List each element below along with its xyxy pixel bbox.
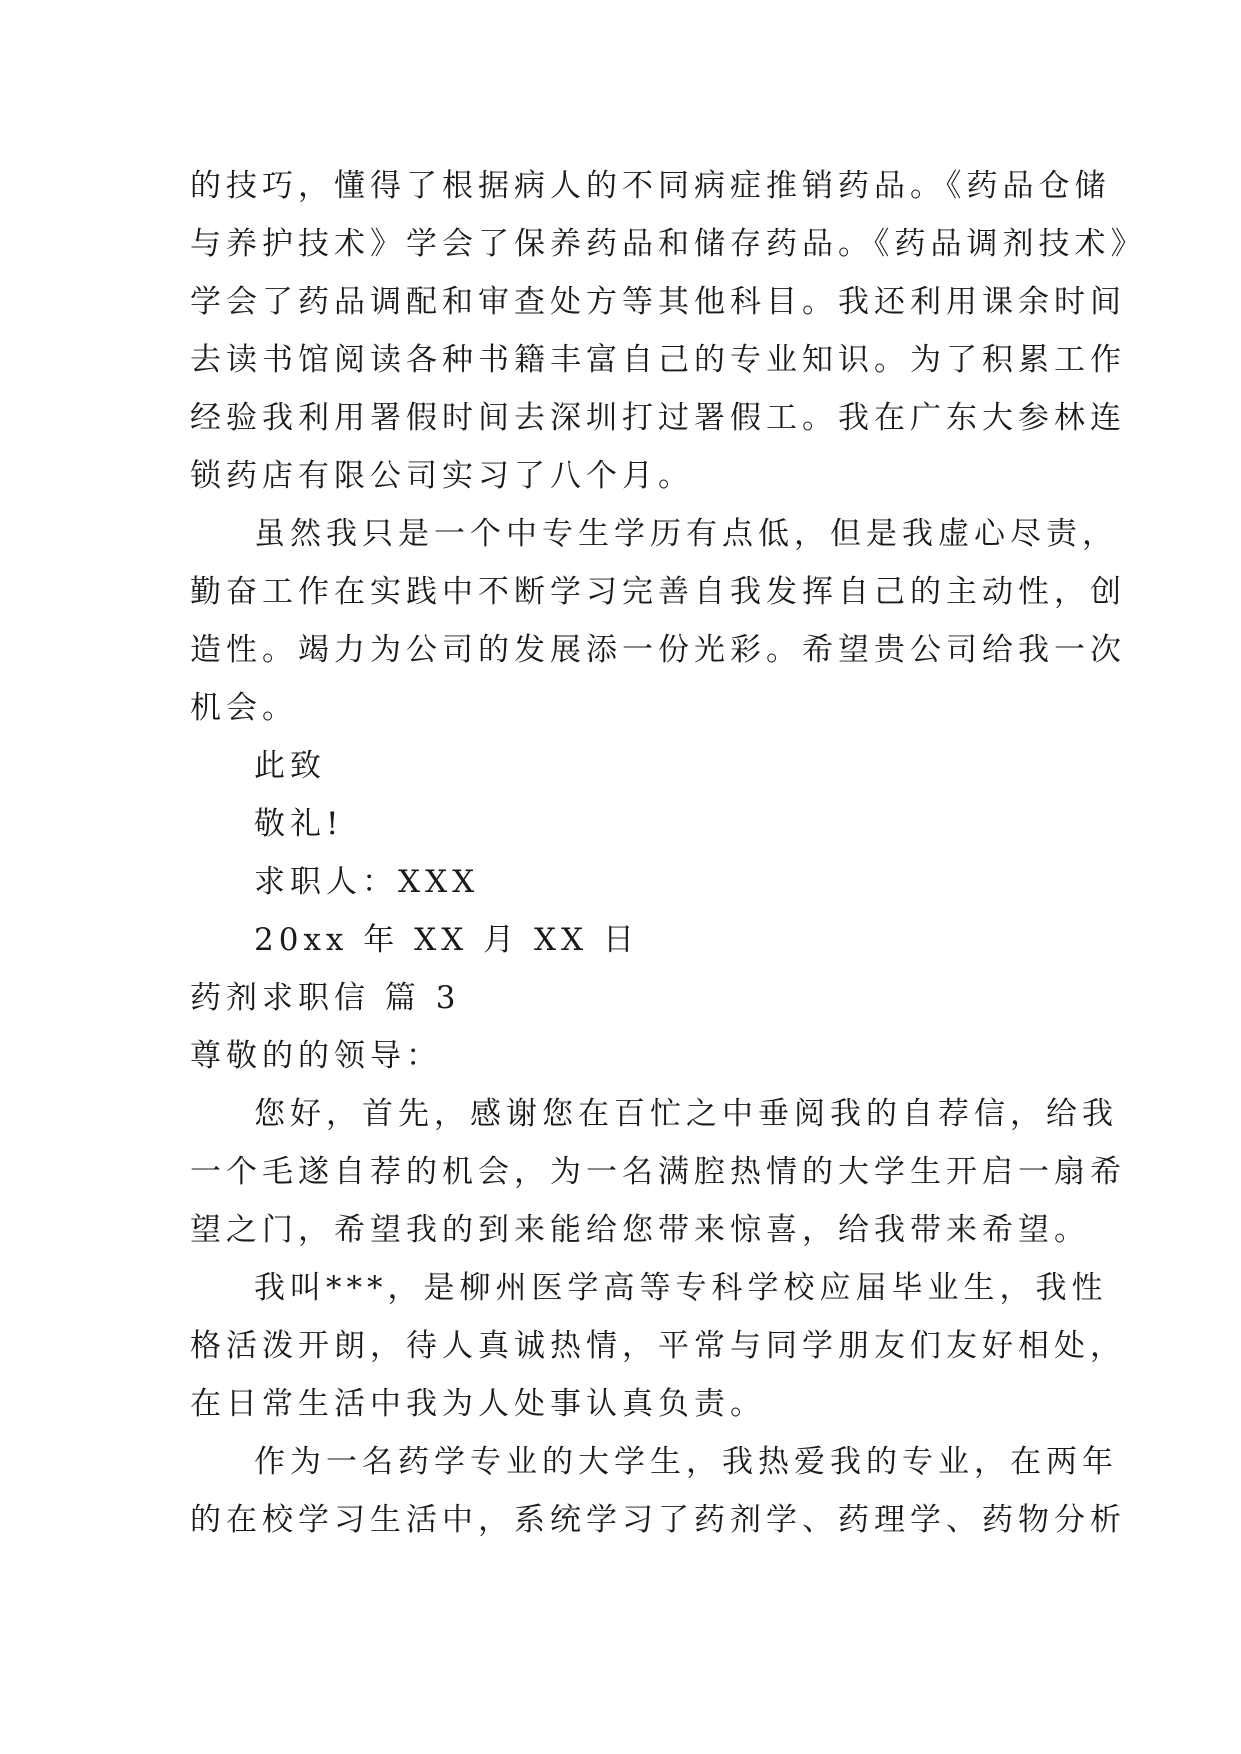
text-line: 锁药店有限公司实习了八个月。: [190, 458, 694, 494]
closing-salutation: 此致: [254, 748, 326, 784]
text-line: 您好，首先，感谢您在百忙之中垂阅我的自荐信，给我: [254, 1096, 1118, 1132]
text-line: 我叫***，是柳州医学高等专科学校应届毕业生，我性: [254, 1270, 1108, 1306]
applicant-signature: 求职人：XXX: [254, 864, 480, 900]
text-line: 学会了药品调配和审查处方等其他科目。我还利用课余时间: [190, 284, 1126, 320]
text-line: 格活泼开朗，待人真诚热情，平常与同学朋友们友好相处，: [190, 1328, 1126, 1364]
letter-date: 20xx 年 XX 月 XX 日: [254, 922, 639, 958]
text-line: 机会。: [190, 690, 298, 726]
text-line: 虽然我只是一个中专生学历有点低，但是我虚心尽责，: [254, 516, 1118, 552]
text-line: 与养护技术》学会了保养药品和储存药品。《药品调剂技术》: [190, 226, 1147, 262]
text-line: 经验我利用署假时间去深圳打过署假工。我在广东大参林连: [190, 400, 1126, 436]
closing-regards: 敬礼!: [254, 806, 344, 842]
greeting: 尊敬的的领导：: [190, 1038, 442, 1074]
text-line: 去读书馆阅读各种书籍丰富自己的专业知识。为了积累工作: [190, 342, 1126, 378]
text-line: 一个毛遂自荐的机会，为一名满腔热情的大学生开启一扇希: [190, 1154, 1126, 1190]
text-line: 望之门，希望我的到来能给您带来惊喜，给我带来希望。: [190, 1212, 1090, 1248]
text-line: 作为一名药学专业的大学生，我热爱我的专业，在两年: [254, 1444, 1118, 1480]
text-line: 勤奋工作在实践中不断学习完善自我发挥自己的主动性，创: [190, 574, 1126, 610]
letter-body: [190, 157, 1147, 1549]
section-title: 药剂求职信 篇 3: [190, 980, 461, 1016]
text-line: 的在校学习生活中，系统学习了药剂学、药理学、药物分析: [190, 1502, 1126, 1538]
text-line: 造性。竭力为公司的发展添一份光彩。希望贵公司给我一次: [190, 632, 1126, 668]
text-line: 的技巧，懂得了根据病人的不同病症推销药品。《药品仓储: [190, 168, 1111, 204]
text-line: 在日常生活中我为人处事认真负责。: [190, 1386, 766, 1422]
